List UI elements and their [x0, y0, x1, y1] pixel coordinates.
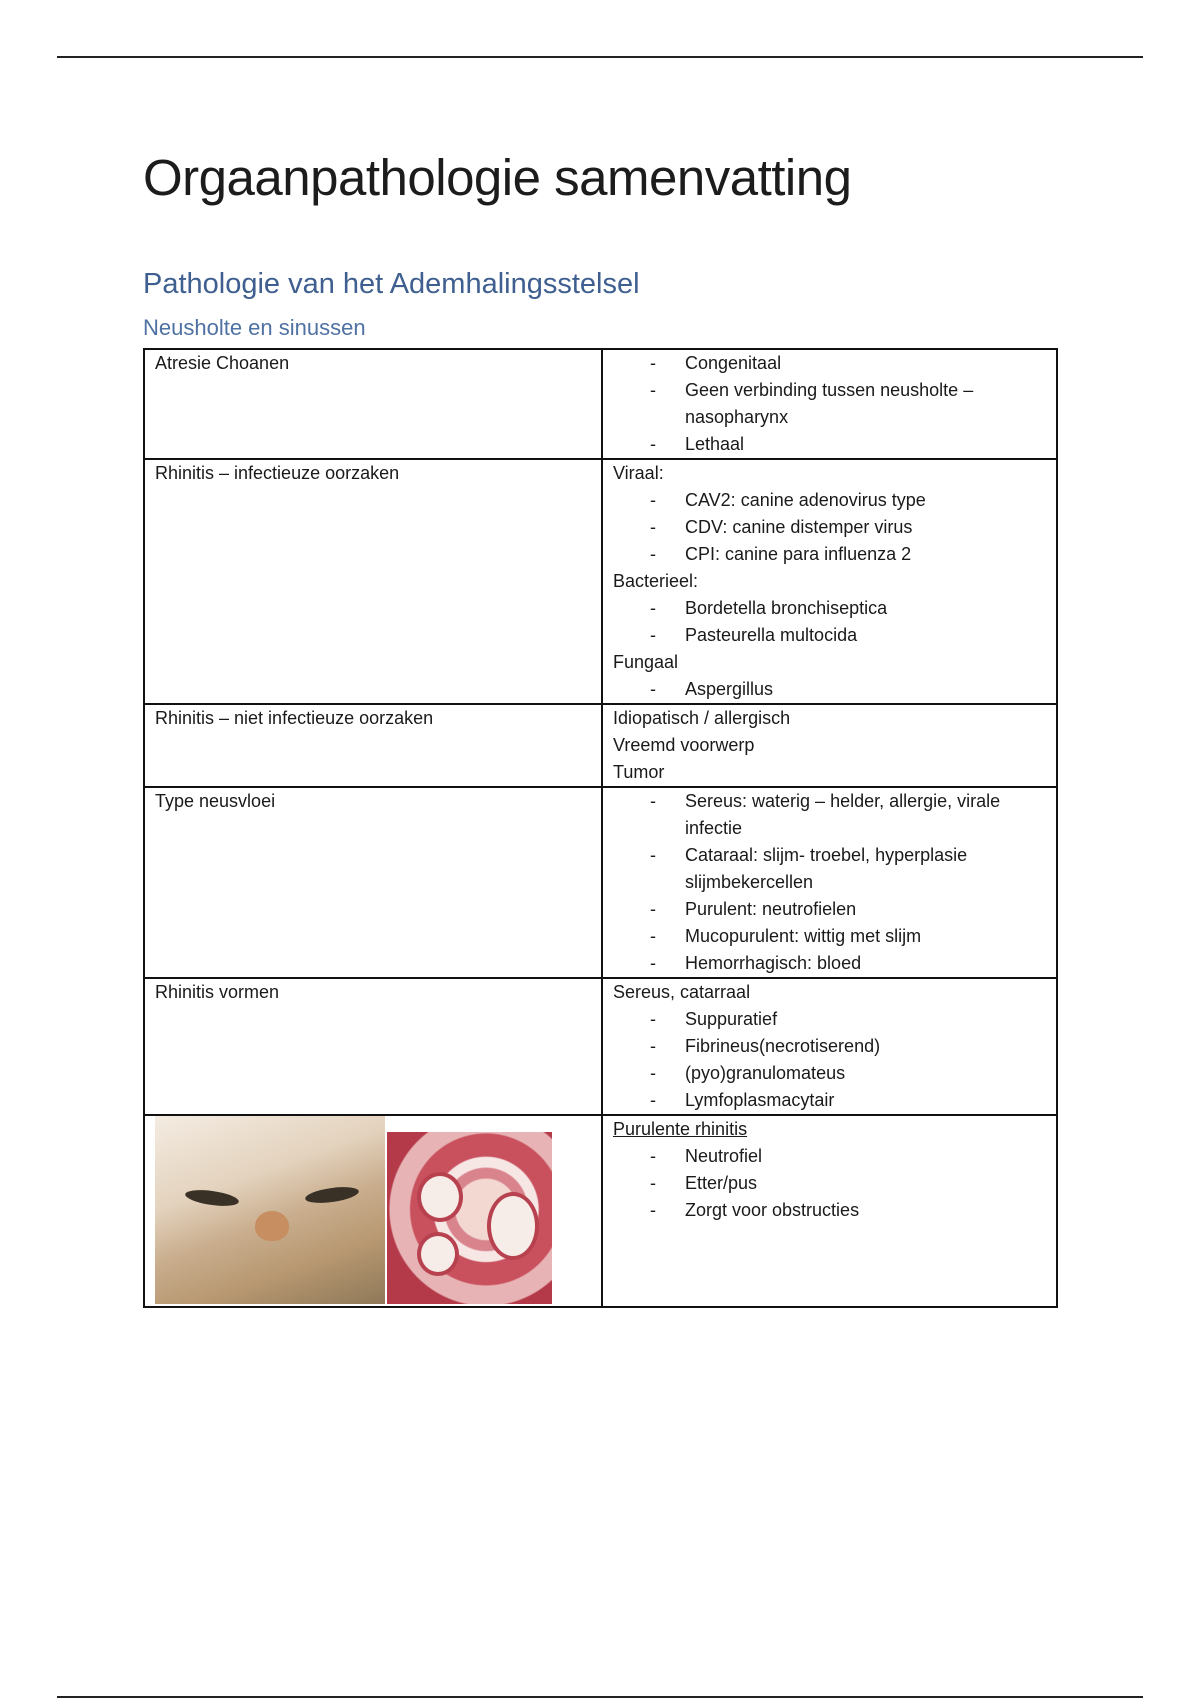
row-content	[602, 978, 1057, 1115]
list-item: - CAV2: canine adenovirus type	[685, 487, 1046, 514]
list-item: - Congenitaal	[685, 350, 1046, 377]
row-heading: Purulente rhinitis	[613, 1119, 748, 1139]
list-item: - Suppuratief	[685, 1006, 1046, 1033]
table-row	[144, 704, 1057, 787]
list-item: - Sereus: waterig – helder, allergie, virale infectie	[685, 788, 1046, 842]
pathology-table	[143, 348, 1058, 1308]
row-label: Atresie Choanen	[144, 349, 602, 459]
list-item: - (pyo)granulomateus	[685, 1060, 1046, 1087]
list-item: - Mucopurulent: wittig met slijm	[685, 923, 1046, 950]
row-label: Rhinitis vormen	[144, 978, 602, 1115]
row-label: Rhinitis – infectieuze oorzaken	[144, 459, 602, 704]
list-item: - Bordetella bronchiseptica	[685, 595, 1046, 622]
text-line: Vreemd voorwerp	[613, 735, 755, 755]
list-item: - Lymfoplasmacytair	[685, 1087, 1046, 1114]
bullet-list	[613, 788, 1046, 977]
subsection-heading: Neusholte en sinussen	[143, 315, 366, 340]
row-content	[602, 787, 1057, 978]
bullet-list	[613, 487, 1046, 568]
text-line: Idiopatisch / allergisch	[613, 708, 791, 728]
list-item: - Fibrineus(necrotiserend)	[685, 1033, 1046, 1060]
list-item: - Zorgt voor obstructies	[685, 1197, 1046, 1224]
table-row	[144, 978, 1057, 1115]
row-label: Type neusvloei	[144, 787, 602, 978]
section-heading: Pathologie van het Ademhalingsstelsel	[143, 268, 640, 300]
list-item: - Hemorrhagisch: bloed	[685, 950, 1046, 977]
row-content	[602, 349, 1057, 459]
list-item: - Pasteurella multocida	[685, 622, 1046, 649]
nasal-tissue-photo	[387, 1132, 552, 1304]
bullet-list	[613, 350, 1046, 458]
row-label: Rhinitis – niet infectieuze oorzaken	[144, 704, 602, 787]
group-label: Bacterieel:	[613, 571, 699, 591]
text-line: Tumor	[613, 762, 665, 782]
cat-face-photo	[155, 1116, 385, 1304]
bullet-list	[613, 1006, 1046, 1114]
table-row	[144, 1115, 1057, 1307]
group-label: Viraal:	[613, 463, 664, 483]
list-item: - Aspergillus	[685, 676, 1046, 703]
list-item: - Cataraal: slijm- troebel, hyperplasie slijmbekercellen	[685, 842, 1046, 896]
image-cell	[144, 1115, 602, 1307]
list-item: - Geen verbinding tussen neusholte – nasopharynx	[685, 377, 1046, 431]
page-title: Orgaanpathologie samenvatting	[143, 149, 852, 206]
row-content	[602, 1115, 1057, 1307]
row-content	[602, 704, 1057, 787]
list-item: - CDV: canine distemper virus	[685, 514, 1046, 541]
bullet-list	[613, 676, 1046, 703]
table-row	[144, 459, 1057, 704]
group-label: Fungaal	[613, 652, 679, 672]
bullet-list	[613, 595, 1046, 649]
footer-rule	[57, 1696, 1143, 1698]
bullet-list	[613, 1143, 1046, 1224]
text-line: Sereus, catarraal	[613, 982, 751, 1002]
header-rule	[57, 56, 1143, 58]
row-content	[602, 459, 1057, 704]
list-item: - Neutrofiel	[685, 1143, 1046, 1170]
list-item: - CPI: canine para influenza 2	[685, 541, 1046, 568]
list-item: - Purulent: neutrofielen	[685, 896, 1046, 923]
table-row	[144, 787, 1057, 978]
list-item: - Etter/pus	[685, 1170, 1046, 1197]
list-item: - Lethaal	[685, 431, 1046, 458]
table-row	[144, 349, 1057, 459]
